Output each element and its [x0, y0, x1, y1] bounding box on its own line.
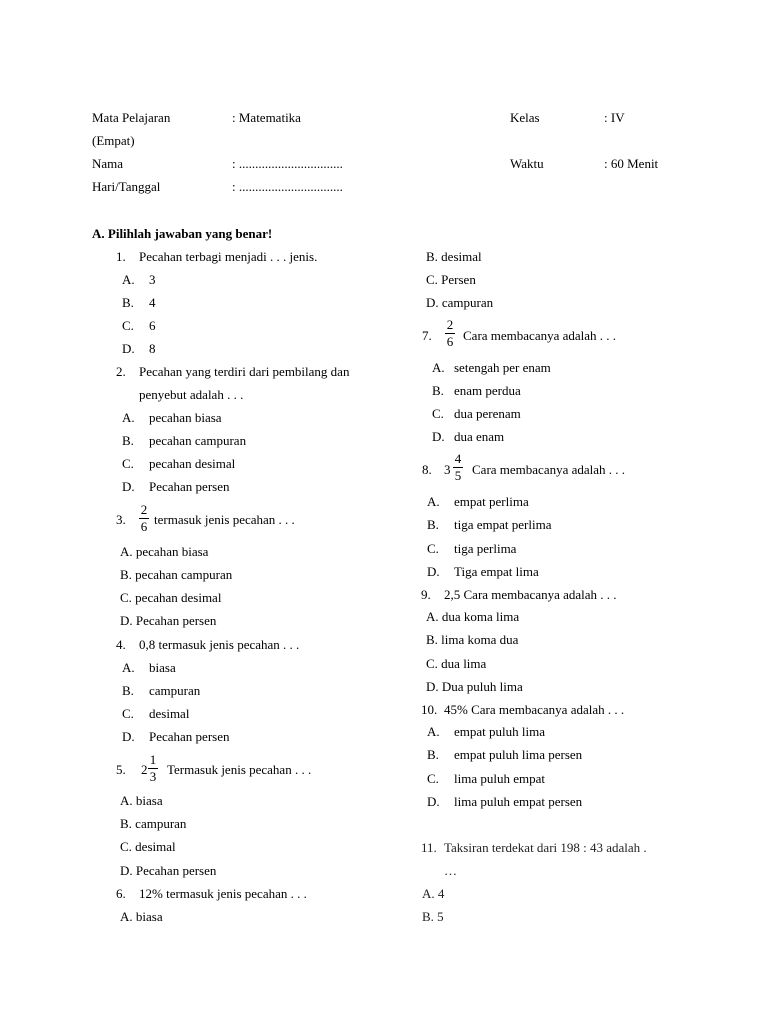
q3-fraction-numerator: 2 — [140, 502, 148, 517]
q5-text: Termasuk jenis pecahan . . . — [167, 762, 312, 777]
q1-text: Pecahan terbagi menjadi . . . jenis. — [139, 249, 318, 264]
q1-option-a: 3 — [149, 272, 156, 287]
q7-option-c-letter: C. — [432, 406, 444, 421]
q11-number: 11. — [421, 840, 437, 855]
q5-option-b: B. campuran — [120, 816, 187, 831]
q8-option-d-letter: D. — [427, 564, 440, 579]
q5-option-c: C. desimal — [120, 839, 176, 854]
q8-text: Cara membacanya adalah . . . — [472, 462, 626, 477]
q10-option-c: lima puluh empat — [454, 771, 545, 786]
q2-text-line2: penyebut adalah . . . — [139, 387, 244, 402]
q7-fraction-denominator: 6 — [446, 334, 454, 349]
q8-fraction — [453, 452, 463, 483]
q1-option-b-letter: B. — [122, 295, 134, 310]
q7-option-a-letter: A. — [432, 360, 445, 375]
q5-whole-number: 2 — [141, 762, 148, 777]
q3-option-c: C. pecahan desimal — [120, 590, 222, 605]
q10-text: 45% Cara membacanya adalah . . . — [444, 702, 625, 717]
date-value: : ................................ — [232, 179, 343, 194]
q11-text-line2: … — [444, 863, 457, 878]
q9-option-a: A. dua koma lima — [426, 609, 520, 624]
q7-option-d-letter: D. — [432, 429, 445, 444]
q11-option-b: B. 5 — [422, 909, 444, 924]
q4-option-c-letter: C. — [122, 706, 134, 721]
q8-option-a: empat perlima — [454, 494, 529, 509]
q1-option-c-letter: C. — [122, 318, 134, 333]
date-label: Hari/Tanggal — [92, 179, 161, 194]
q9-option-d: D. Dua puluh lima — [426, 679, 523, 694]
q7-option-b: enam perdua — [454, 383, 521, 398]
q7-number: 7. — [422, 328, 432, 343]
q2-option-c: pecahan desimal — [149, 456, 236, 471]
q4-option-a: biasa — [149, 660, 176, 675]
q5-number: 5. — [116, 762, 126, 777]
q8-option-c: tiga perlima — [454, 541, 517, 556]
q6-option-a: A. biasa — [120, 909, 163, 924]
q4-option-b-letter: B. — [122, 683, 134, 698]
q8-option-b-letter: B. — [427, 517, 439, 532]
class-label: Kelas — [510, 110, 540, 125]
q4-text: 0,8 termasuk jenis pecahan . . . — [139, 637, 300, 652]
q5-option-d: D. Pecahan persen — [120, 863, 217, 878]
q10-option-b: empat puluh lima persen — [454, 747, 583, 762]
q2-text-line1: Pecahan yang terdiri dari pembilang dan — [139, 364, 350, 379]
q2-number: 2. — [116, 364, 126, 379]
q7-option-d: dua enam — [454, 429, 505, 444]
q8-option-b: tiga empat perlima — [454, 517, 552, 532]
q5-option-a: A. biasa — [120, 793, 163, 808]
q8-option-c-letter: C. — [427, 541, 439, 556]
q7-option-c: dua perenam — [454, 406, 521, 421]
name-label: Nama — [92, 156, 124, 171]
q5-fraction-denominator: 3 — [149, 769, 157, 784]
q3-text: termasuk jenis pecahan . . . — [154, 512, 295, 527]
q10-number: 10. — [421, 702, 438, 717]
q10-option-a-letter: A. — [427, 724, 440, 739]
q2-option-a: pecahan biasa — [149, 410, 222, 425]
q8-number: 8. — [422, 462, 432, 477]
q4-option-a-letter: A. — [122, 660, 135, 675]
q6-option-b: B. desimal — [426, 249, 482, 264]
q2-option-b: pecahan campuran — [149, 433, 247, 448]
q7-text: Cara membacanya adalah . . . — [463, 328, 617, 343]
q9-number: 9. — [421, 587, 431, 602]
q2-option-d: Pecahan persen — [149, 479, 230, 494]
q1-option-d-letter: D. — [122, 341, 135, 356]
q10-option-d: lima puluh empat persen — [454, 794, 583, 809]
q3-fraction-denominator: 6 — [140, 519, 148, 534]
q5-fraction — [148, 753, 158, 784]
name-value: : ................................ — [232, 156, 343, 171]
q8-fraction-numerator: 4 — [454, 451, 462, 466]
q3-option-d: D. Pecahan persen — [120, 613, 217, 628]
q4-option-d: Pecahan persen — [149, 729, 230, 744]
q3-number: 3. — [116, 512, 126, 527]
q3-fraction — [139, 503, 149, 534]
q7-fraction-numerator: 2 — [446, 317, 454, 332]
q2-option-d-letter: D. — [122, 479, 135, 494]
time-value: : 60 Menit — [604, 156, 659, 171]
q6-text: 12% termasuk jenis pecahan . . . — [139, 886, 307, 901]
q5-fraction-numerator: 1 — [149, 752, 157, 767]
q1-option-c: 6 — [149, 318, 156, 333]
q8-whole-number: 3 — [444, 462, 451, 477]
q10-option-b-letter: B. — [427, 747, 439, 762]
q8-fraction-denominator: 5 — [454, 468, 462, 483]
q6-option-c: C. Persen — [426, 272, 476, 287]
q10-option-d-letter: D. — [427, 794, 440, 809]
q4-option-b: campuran — [149, 683, 201, 698]
section-title: A. Pilihlah jawaban yang benar! — [92, 226, 273, 241]
q3-option-b: B. pecahan campuran — [120, 567, 233, 582]
q4-option-c: desimal — [149, 706, 190, 721]
q7-option-a: setengah per enam — [454, 360, 551, 375]
subject-label: Mata Pelajaran — [92, 110, 171, 125]
q9-option-c: C. dua lima — [426, 656, 487, 671]
class-value: : IV — [604, 110, 625, 125]
q1-option-d: 8 — [149, 341, 156, 356]
q8-option-a-letter: A. — [427, 494, 440, 509]
q2-option-a-letter: A. — [122, 410, 135, 425]
q10-option-c-letter: C. — [427, 771, 439, 786]
q9-text: 2,5 Cara membacanya adalah . . . — [444, 587, 617, 602]
q6-option-d: D. campuran — [426, 295, 494, 310]
q4-option-d-letter: D. — [122, 729, 135, 744]
q2-option-c-letter: C. — [122, 456, 134, 471]
class-value-continued: (Empat) — [92, 133, 135, 148]
q3-option-a: A. pecahan biasa — [120, 544, 209, 559]
q7-fraction — [445, 318, 455, 349]
q9-option-b: B. lima koma dua — [426, 632, 519, 647]
q7-option-b-letter: B. — [432, 383, 444, 398]
q10-option-a: empat puluh lima — [454, 724, 545, 739]
q1-option-b: 4 — [149, 295, 156, 310]
time-label: Waktu — [510, 156, 544, 171]
q1-option-a-letter: A. — [122, 272, 135, 287]
q6-number: 6. — [116, 886, 126, 901]
q1-number: 1. — [116, 249, 126, 264]
q11-option-a: A. 4 — [422, 886, 445, 901]
q11-text-line1: Taksiran terdekat dari 198 : 43 adalah . — [444, 840, 647, 855]
q2-option-b-letter: B. — [122, 433, 134, 448]
subject-value: : Matematika — [232, 110, 301, 125]
q8-option-d: Tiga empat lima — [454, 564, 539, 579]
q4-number: 4. — [116, 637, 126, 652]
